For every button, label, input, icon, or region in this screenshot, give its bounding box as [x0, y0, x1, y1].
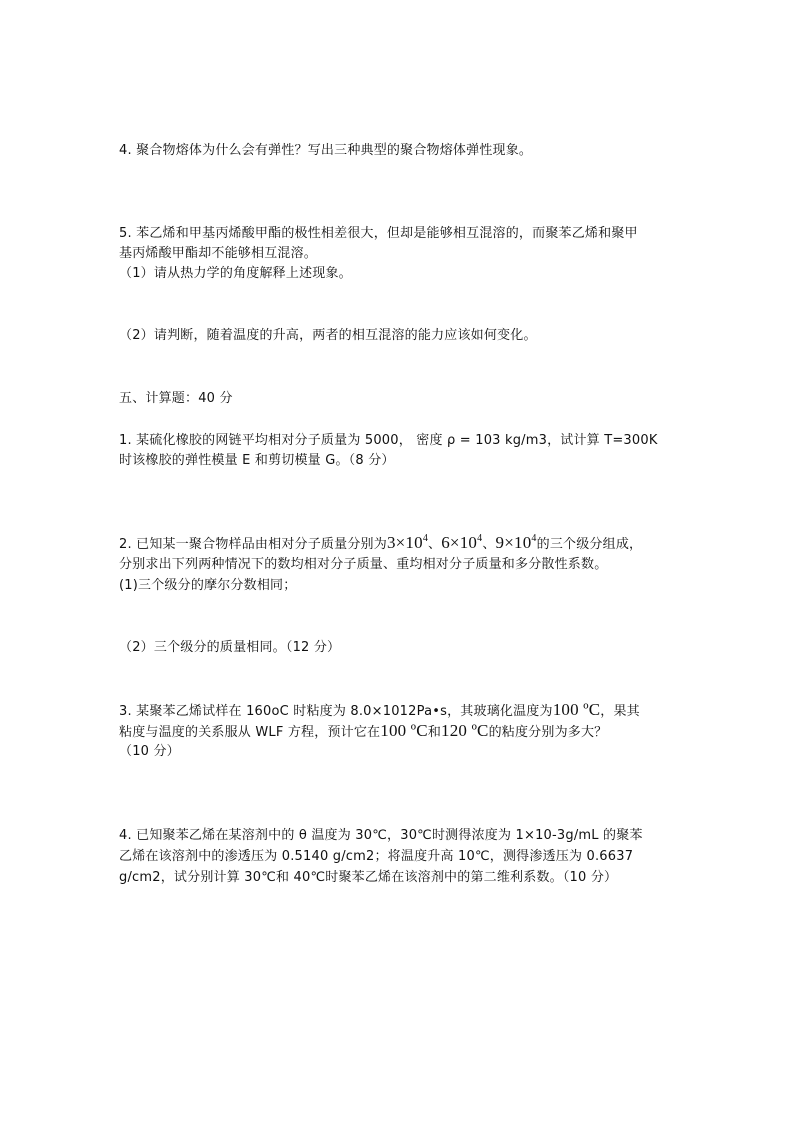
calc-3-line-2-prefix: 粘度与温度的关系服从 WLF 方程，预计它在	[119, 725, 381, 740]
calc-3-mid: ，果其	[600, 704, 640, 719]
separator-2: 、	[482, 537, 496, 552]
calc-1-line-2: 时该橡胶的弹性模量 E 和剪切模量 G。（8 分）	[119, 453, 395, 468]
separator-1: 、	[428, 537, 442, 552]
temp-value-1: 100 ºC	[380, 721, 428, 740]
calc-2-suffix: 的三个级分组成，	[536, 537, 643, 552]
mass-value-1: $3\times 10^4$	[386, 533, 429, 552]
calc-2-line-1	[119, 533, 642, 554]
question-5-line-1: 5. 苯乙烯和甲基丙烯酸甲酯的极性相差很大，但却是能够相互混溶的，而聚苯乙烯和聚甲	[119, 226, 638, 241]
question-5-sub-1: （1）请从热力学的角度解释上述现象。	[119, 266, 352, 281]
mass-value-2: $6\times 10^4$	[441, 533, 483, 552]
calc-3-line-3: （10 分）	[119, 744, 180, 759]
calc-3-prefix: 3. 某聚苯乙烯试样在 160oC 时粘度为 8.0×1012Pa•s，其玻璃化温度为	[119, 704, 553, 719]
calc-4-line-1: 4. 已知聚苯乙烯在某溶剂中的 θ 温度为 30℃，30℃时测得浓度为 1×10-3g/mL 的聚苯	[119, 828, 643, 843]
temp-value-2: 120 ºC	[441, 721, 489, 740]
calc-3-line-2	[119, 721, 607, 742]
section-5-title: 五、计算题：40 分	[119, 391, 233, 406]
question-5-sub-2: （2）请判断，随着温度的升高，两者的相互混溶的能力应该如何变化。	[119, 328, 537, 343]
glass-temp-value: 100 ºC	[552, 700, 601, 719]
calc-2-prefix: 2. 已知某一聚合物样品由相对分子质量分别为	[119, 537, 387, 552]
question-4-text: 4. 聚合物熔体为什么会有弹性？写出三种典型的聚合物熔体弹性现象。	[119, 143, 533, 158]
calc-4-line-3: g/cm2，试分别计算 30℃和 40℃时聚苯乙烯在该溶剂中的第二维利系数。（10 分）	[119, 870, 618, 885]
calc-3-and: 和	[427, 725, 442, 740]
calc-3-line-2-suffix: 的粘度分别为多大？	[488, 725, 608, 740]
calc-1-line-1: 1. 某硫化橡胶的网链平均相对分子质量为 5000， 密度 ρ = 103 kg/m3，试计算 T=300K	[119, 433, 658, 448]
mass-value-3: $9\times 10^4$	[495, 533, 537, 552]
calc-2-sub-1: (1)三个级分的摩尔分数相同；	[119, 578, 297, 593]
calc-2-line-2: 分别求出下列两种情况下的数均相对分子质量、重均相对分子质量和多分散性系数。	[119, 557, 608, 572]
question-5-line-2: 基丙烯酸甲酯却不能够相互混溶。	[119, 246, 318, 261]
calc-4-line-2: 乙烯在该溶剂中的渗透压为 0.5140 g/cm2；将温度升高 10℃，测得渗透压为 0.6637	[119, 849, 634, 864]
calc-2-sub-2: （2）三个级分的质量相同。（12 分）	[119, 640, 341, 655]
calc-3-line-1	[119, 700, 640, 721]
